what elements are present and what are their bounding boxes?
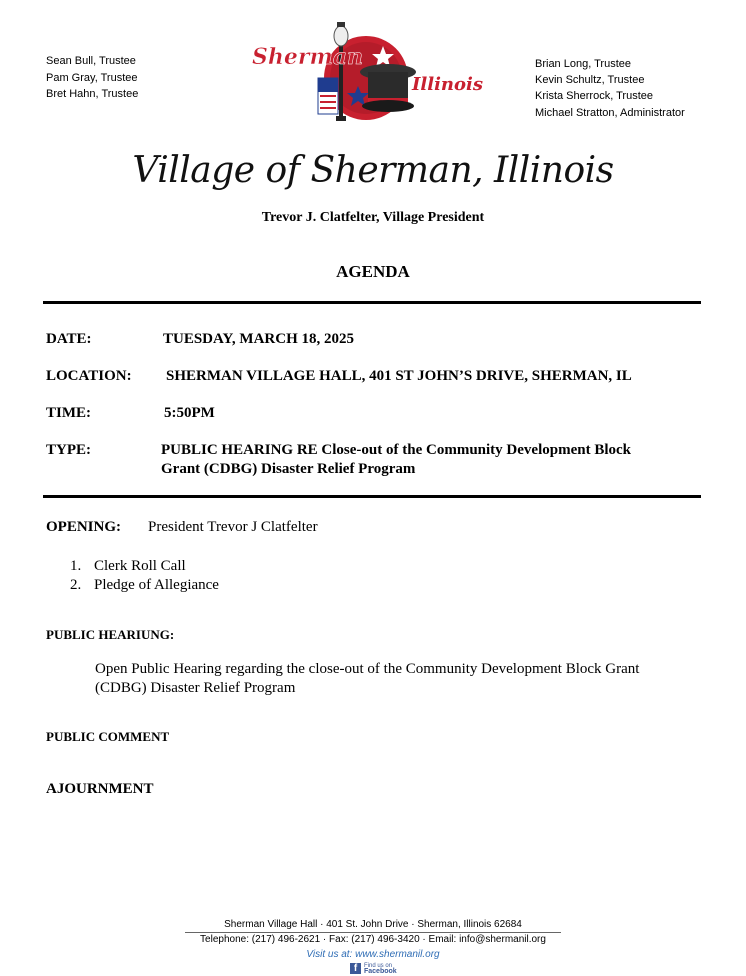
facebook-label — [364, 963, 397, 975]
sherman-logo — [248, 16, 484, 122]
date-label: DATE: — [46, 331, 92, 347]
footer-contact: Telephone: (217) 496-2621 · Fax: (217) 496-3420 · Email: info@shermanil.org — [200, 934, 546, 945]
trustee-name: Kevin Schultz, Trustee — [535, 74, 645, 87]
bottom-divider — [43, 495, 701, 498]
facebook-link[interactable] — [350, 962, 397, 975]
footer-website-link[interactable]: Visit us at: www.shermanil.org — [306, 949, 440, 960]
trustee-name: Sean Bull, Trustee — [46, 55, 136, 67]
location-value: SHERMAN VILLAGE HALL, 401 ST JOHN’S DRIVE, SHERMAN, IL — [166, 368, 632, 384]
list-text: Clerk Roll Call — [94, 558, 186, 574]
trustees-left — [46, 53, 138, 103]
top-hat-lamppost-logo-icon — [248, 16, 484, 122]
logo-text-left: Sherman — [252, 44, 363, 70]
list-number: 1. — [70, 558, 82, 574]
administrator-name: Michael Stratton, Administrator — [535, 106, 685, 119]
type-value-line1: PUBLIC HEARING RE Close-out of the Community Development Block — [161, 442, 631, 458]
top-divider — [43, 301, 701, 304]
village-president: Trevor J. Clatfelter, Village President — [261, 210, 485, 225]
public-hearing-label: PUBLIC HEARIUNG: — [46, 627, 175, 642]
location-label: LOCATION: — [46, 368, 132, 384]
type-label: TYPE: — [46, 442, 91, 458]
logo-text-right: Illinois — [412, 74, 483, 95]
list-item — [70, 557, 219, 576]
type-value-line2: Grant (CDBG) Disaster Relief Program — [161, 461, 416, 477]
facebook-small-text: Find us on — [364, 962, 393, 969]
public-comment-label: PUBLIC COMMENT — [46, 729, 170, 744]
facebook-text: Facebook — [364, 967, 397, 975]
opening-label: OPENING: — [46, 519, 121, 535]
footer-divider — [185, 932, 561, 933]
trustee-name: Brian Long, Trustee — [535, 58, 632, 70]
village-title: Village of Sherman, Illinois — [132, 150, 614, 191]
public-hearing-text-line: Open Public Hearing regarding the close-out of the Community Development Block Grant — [95, 661, 640, 677]
time-label: TIME: — [46, 405, 91, 421]
agenda-heading: AGENDA — [336, 262, 410, 281]
public-hearing-text — [95, 660, 695, 698]
opening-list — [70, 557, 219, 594]
facebook-icon: f — [350, 963, 361, 974]
list-text: Pledge of Allegiance — [94, 576, 219, 593]
opening-value: President Trevor J Clatfelter — [148, 519, 318, 535]
trustees-right — [535, 56, 685, 121]
public-hearing-text-line: (CDBG) Disaster Relief Program — [95, 680, 296, 696]
trustee-name: Krista Sherrock, Trustee — [535, 90, 653, 103]
trustee-name: Bret Hahn, Trustee — [46, 88, 139, 100]
footer-address: Sherman Village Hall · 401 St. John Drive · Sherman, Illinois 62684 — [224, 919, 522, 930]
list-item — [70, 576, 219, 595]
date-value: TUESDAY, MARCH 18, 2025 — [163, 331, 355, 347]
adjournment-label: AJOURNMENT — [46, 781, 154, 797]
list-number: 2. — [70, 576, 82, 593]
trustee-name: Pam Gray, Trustee — [46, 71, 138, 84]
time-value: 5:50PM — [164, 405, 215, 421]
